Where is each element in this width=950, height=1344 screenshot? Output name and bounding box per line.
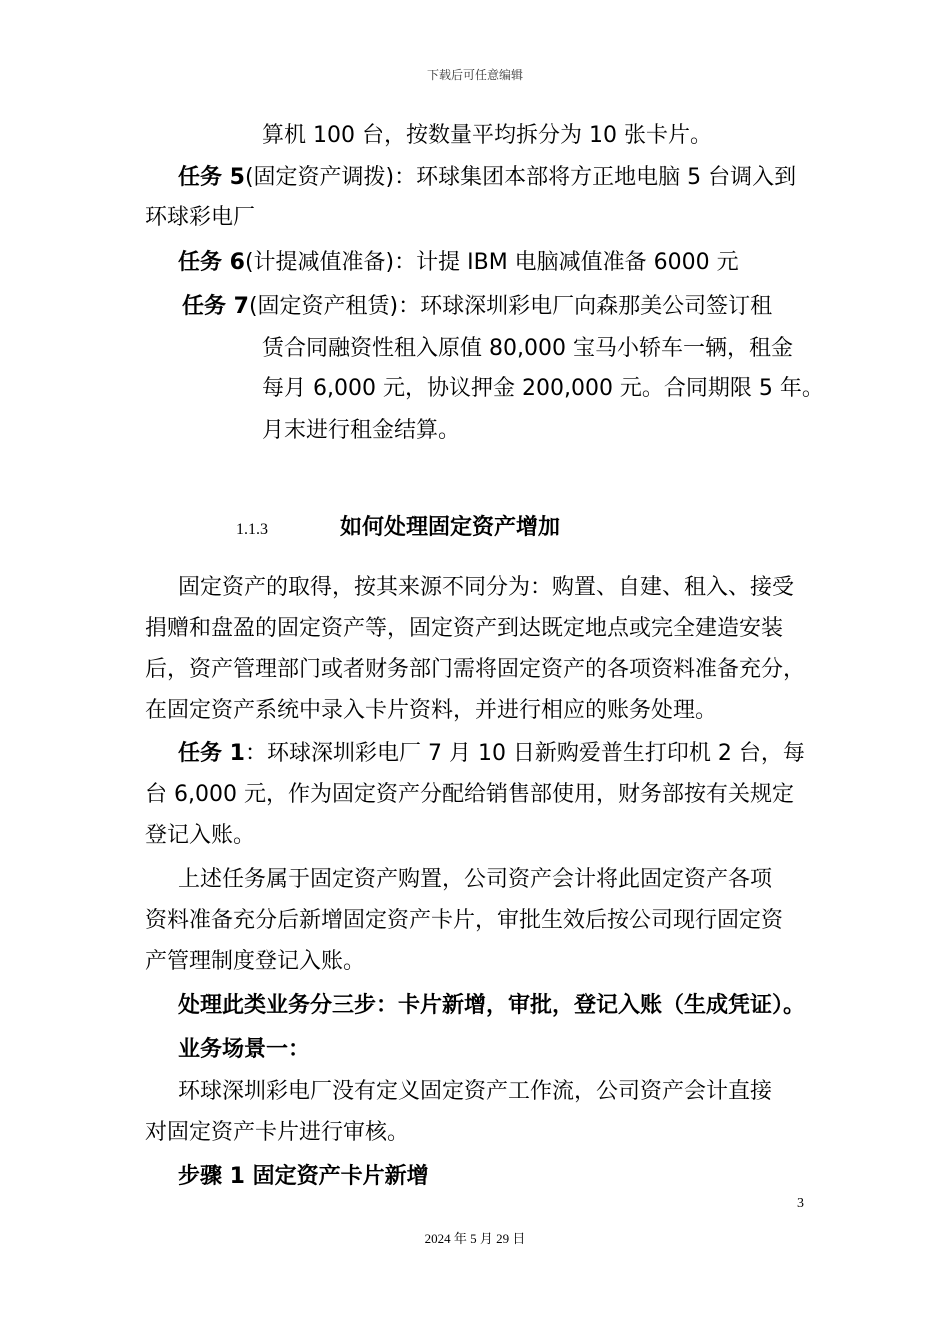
task-1-line (178, 736, 805, 767)
section-number: 1.1.3 (236, 521, 268, 538)
text-line: 每月 6,000 元，协议押金 200,000 元。合同期限 5 年。 (262, 376, 824, 401)
task-label: 任务 7 (182, 294, 249, 319)
text-line: 上述任务属于固定资产购置，公司资产会计将此固定资产各项 (178, 867, 773, 892)
text-line: 月末进行租金结算。 (262, 418, 461, 443)
text-line: 赁合同融资性租入原值 80,000 宝马小轿车一辆，租金 (262, 336, 793, 361)
text-line: 算机 100 台，按数量平均拆分为 10 张卡片。 (262, 123, 712, 148)
task-7-line (182, 289, 772, 320)
task-5-line (178, 160, 796, 191)
page-number: 3 (797, 1196, 804, 1211)
text-line: 台 6,000 元，作为固定资产分配给销售部使用，财务部按有关规定 (145, 782, 794, 807)
task-label: 任务 5 (178, 165, 245, 190)
page-footer-date: 2024 年 5 月 29 日 (424, 1231, 526, 1246)
task-text: (固定资产调拨)：环球集团本部将方正地电脑 5 台调入到 (244, 165, 797, 190)
task-text: (固定资产租赁)：环球深圳彩电厂向森那美公司签订租 (248, 294, 773, 319)
page-header: 下载后可任意编辑 (426, 68, 523, 82)
scene-heading: 业务场景一： (178, 1037, 311, 1062)
task-text: (计提减值准备)：计提 IBM 电脑减值准备 6000 元 (244, 250, 739, 275)
text-line: 环球彩电厂 (145, 205, 256, 230)
text-line: 资料准备充分后新增固定资产卡片，审批生效后按公司现行固定资 (145, 908, 784, 933)
text-line: 产管理制度登记入账。 (145, 949, 366, 974)
steps-summary: 处理此类业务分三步：卡片新增，审批，登记入账（生成凭证）。 (178, 993, 806, 1018)
task-text: ：环球深圳彩电厂 7 月 10 日新购爱普生打印机 2 台，每 (244, 741, 805, 766)
text-line: 环球深圳彩电厂没有定义固定资产工作流，公司资产会计直接 (178, 1079, 773, 1104)
text-line: 登记入账。 (145, 823, 256, 848)
task-label: 任务 1 (178, 741, 245, 766)
text-line: 后，资产管理部门或者财务部门需将固定资产的各项资料准备充分， (145, 657, 806, 682)
task-6-line (178, 245, 739, 276)
step-1-heading: 步骤 1 固定资产卡片新增 (178, 1164, 429, 1189)
text-line: 固定资产的取得，按其来源不同分为：购置、自建、租入、接受 (178, 575, 795, 600)
text-line: 对固定资产卡片进行审核。 (145, 1120, 410, 1145)
section-title: 如何处理固定资产增加 (340, 515, 561, 540)
text-line: 捐赠和盘盈的固定资产等，固定资产到达既定地点或完全建造安装 (145, 616, 784, 641)
section-heading (236, 510, 560, 541)
text-line: 在固定资产系统中录入卡片资料，并进行相应的账务处理。 (145, 698, 718, 723)
task-label: 任务 6 (178, 250, 245, 275)
